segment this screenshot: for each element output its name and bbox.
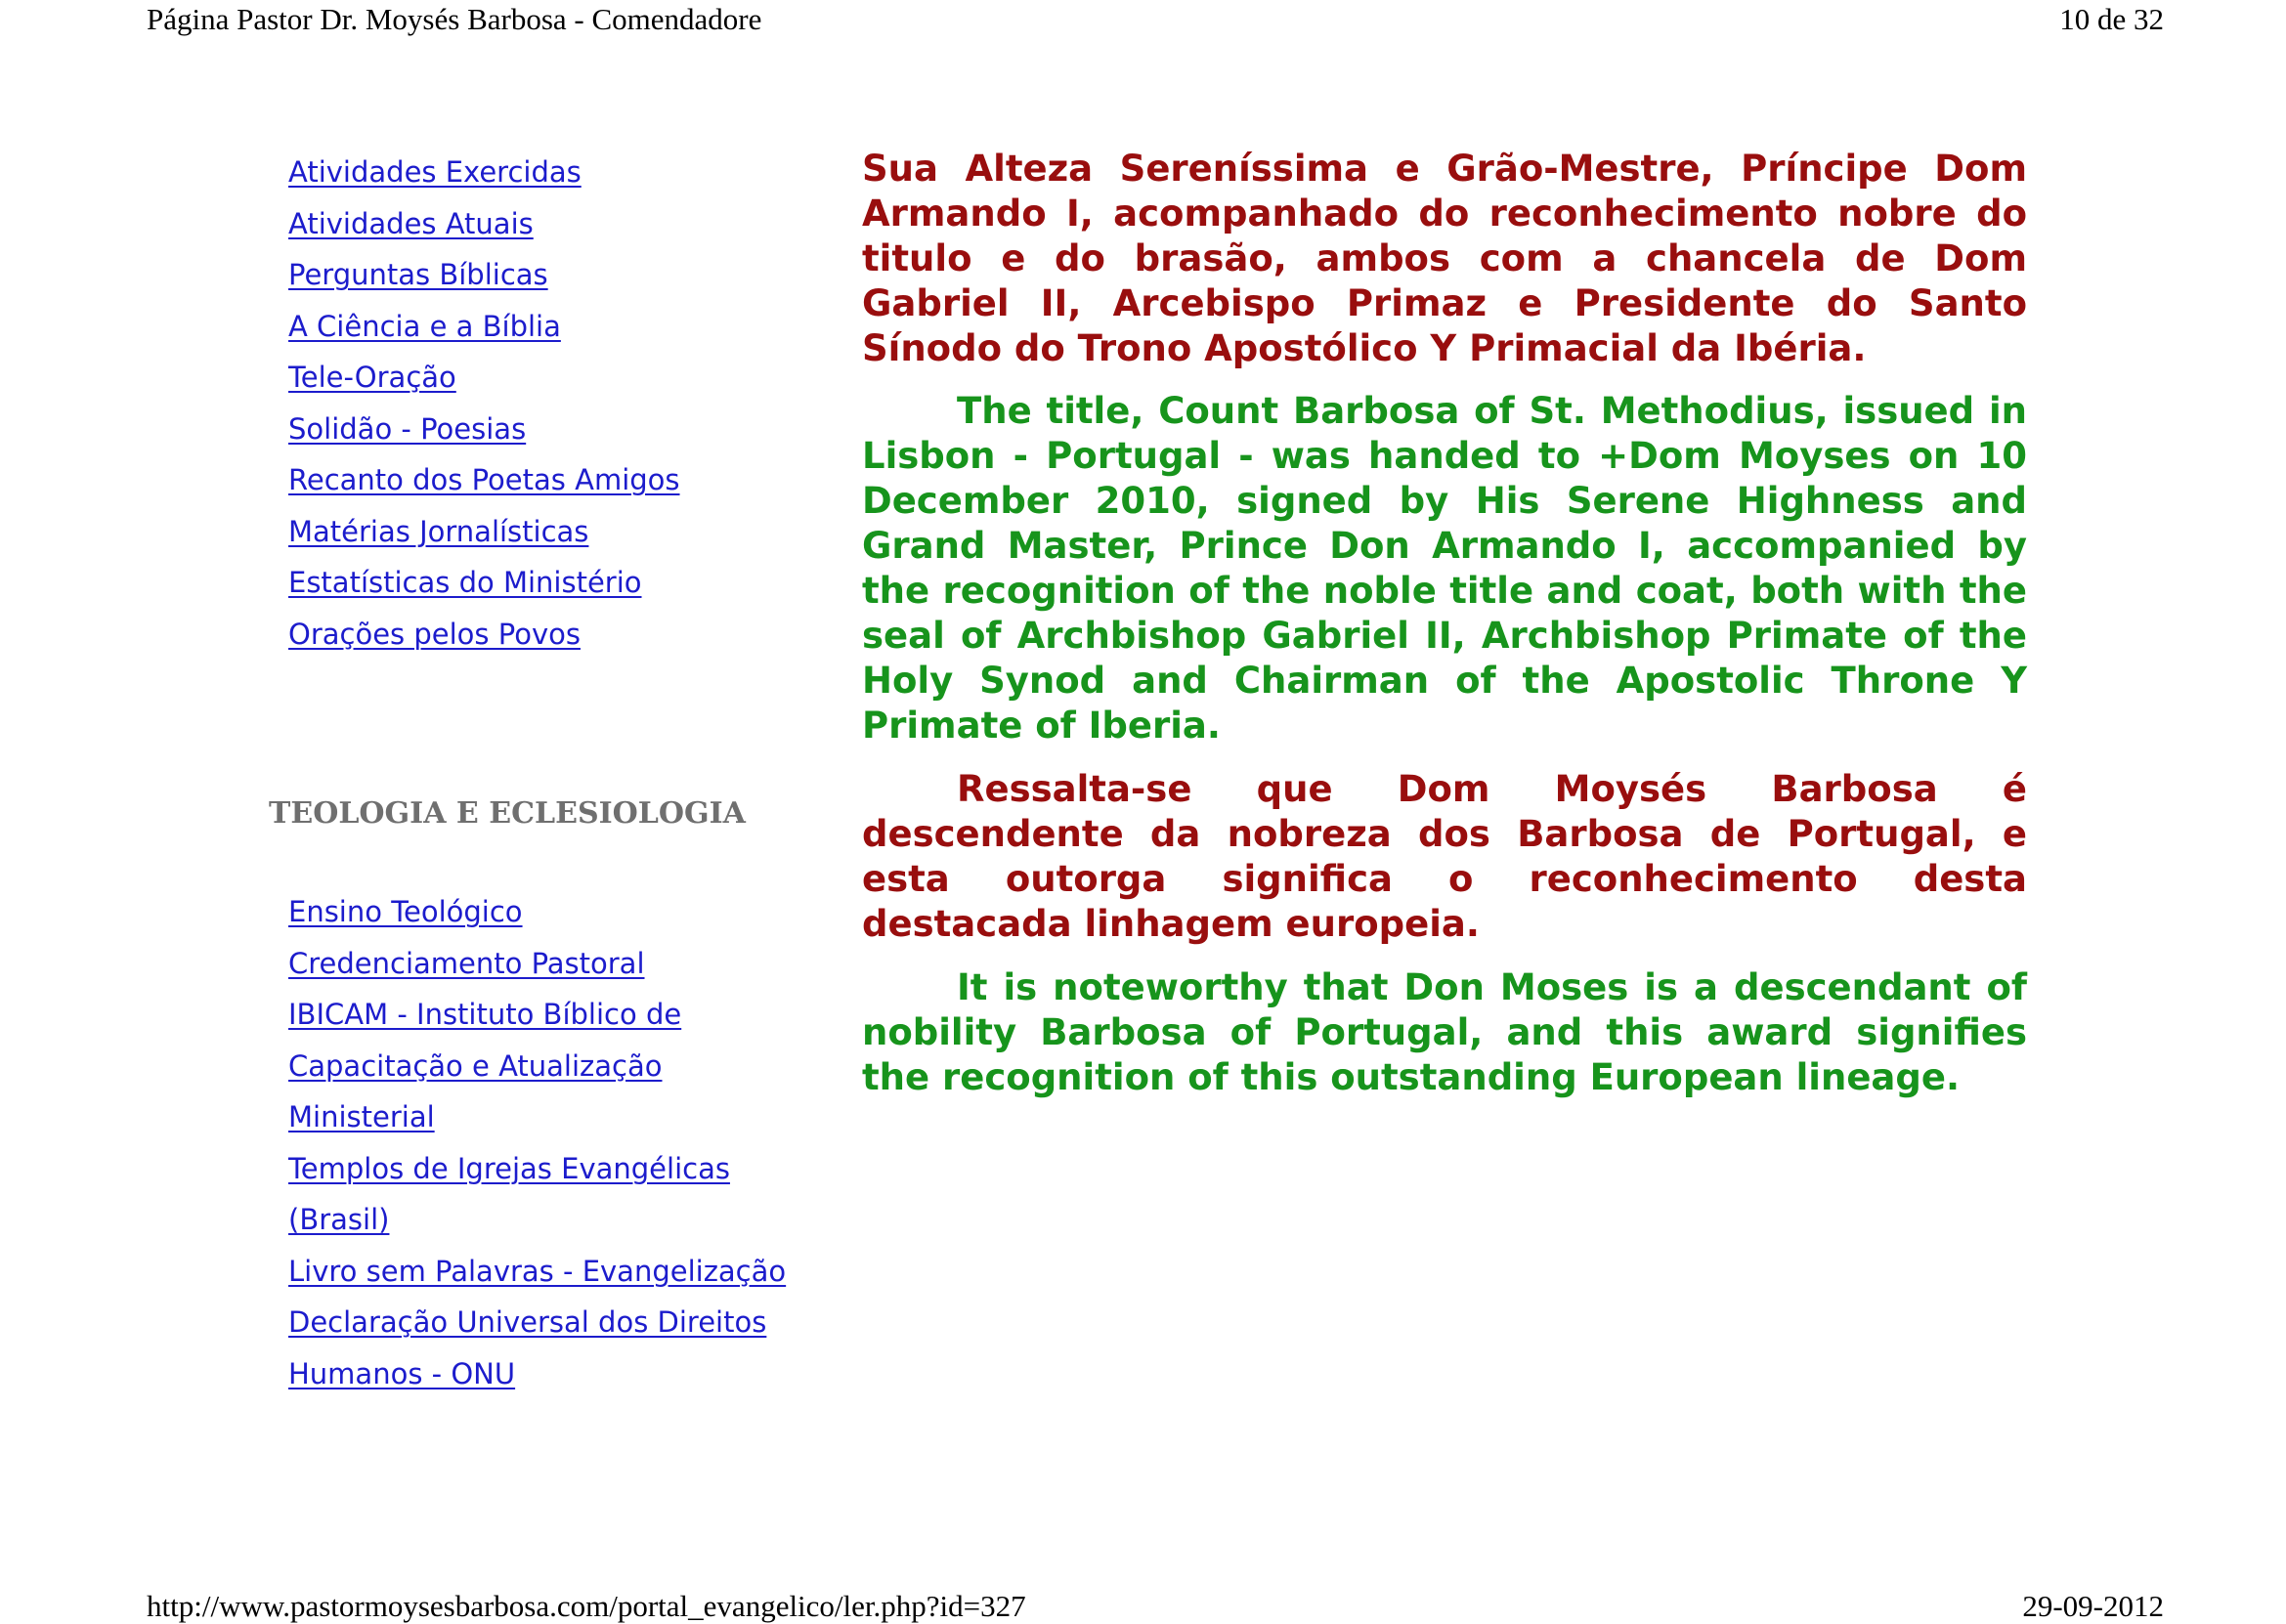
nav-link-templos-brasil[interactable]: (Brasil) — [288, 1203, 390, 1236]
nav-link-credenciamento-pastoral[interactable]: Credenciamento Pastoral — [288, 946, 645, 980]
sidebar-nav — [269, 147, 816, 1390]
nav-link-templos-igrejas[interactable]: Templos de Igrejas Evangélicas — [288, 1151, 730, 1185]
nav-link-ibicam-ministerial[interactable]: Ministerial — [288, 1100, 435, 1133]
paragraph-en-lineage: It is noteworthy that Don Moses is a descendant of nobility Barbosa of Portugal, and this award signifies the recognition of this outstanding European lineage. — [862, 966, 2027, 1098]
list-item — [288, 886, 836, 938]
list-item — [288, 938, 836, 990]
nav-link-ciencia-e-biblia[interactable]: A Ciência e a Bíblia — [288, 309, 561, 343]
nav-link-recanto-poetas[interactable]: Recanto dos Poetas Amigos — [288, 463, 680, 496]
nav-link-estatisticas-ministerio[interactable]: Estatísticas do Ministério — [288, 566, 642, 599]
list-item — [288, 1194, 836, 1246]
print-header-page-number: 10 de 32 — [2059, 2, 2164, 36]
list-item — [288, 557, 816, 609]
list-item — [288, 1041, 836, 1092]
list-item — [288, 1091, 836, 1143]
nav-link-oracoes-povos[interactable]: Orações pelos Povos — [288, 617, 581, 651]
list-item — [288, 1297, 836, 1348]
nav-link-perguntas-biblicas[interactable]: Perguntas Bíblicas — [288, 258, 548, 291]
nav-link-tele-oracao[interactable]: Tele-Oração — [288, 361, 456, 394]
nav-list-group-2 — [269, 886, 836, 1399]
paragraph-pt-lineage: Ressalta-se que Dom Moysés Barbosa é descendente da nobreza dos Barbosa de Portugal, e esta outorga significa o reconhecimento desta destacada linhagem europeia. — [862, 768, 2027, 945]
nav-list-group-1 — [269, 147, 816, 660]
list-item — [288, 147, 816, 198]
nav-link-declaracao-direitos[interactable]: Declaração Universal dos Direitos — [288, 1305, 767, 1339]
list-item — [288, 454, 816, 506]
paragraph-pt-title-recognition: Sua Alteza Sereníssima e Grão-Mestre, Príncipe Dom Armando I, acompanhado do reconhecimento nobre do titulo e do brasão, ambos com a chancela de Dom Gabriel II, Arcebispo Primaz e Presidente do Santo Sínodo do Trono Apostólico Y Primacial da Ibéria. — [862, 148, 2027, 369]
list-item — [288, 609, 816, 661]
print-footer-date: 29-09-2012 — [2022, 1589, 2164, 1623]
article-body — [862, 147, 2027, 1100]
nav-link-ibicam[interactable]: IBICAM - Instituto Bíblico de — [288, 998, 682, 1031]
list-item — [288, 404, 816, 455]
list-item — [288, 352, 816, 404]
nav-link-livro-sem-palavras[interactable]: Livro sem Palavras - Evangelização — [288, 1254, 787, 1288]
print-footer-url: http://www.pastormoysesbarbosa.com/portal_evangelico/ler.php?id=327 — [147, 1589, 1026, 1623]
list-item — [288, 506, 816, 558]
paragraph-en-title-issued: The title, Count Barbosa of St. Methodius, issued in Lisbon - Portugal - was handed to +Dom Moyses on 10 December 2010, signed by His Serene Highness and Grand Master, Prince Don Armando I, accompanied by the recognition of the noble title and coat, both with the seal of Archbishop Gabriel II, Archbishop Primate of the Holy Synod and Chairman of the Apostolic Throne Y Primate of Iberia. — [862, 390, 2027, 747]
nav-link-ensino-teologico[interactable]: Ensino Teológico — [288, 895, 523, 928]
print-header-title: Página Pastor Dr. Moysés Barbosa - Comendadore — [147, 2, 762, 36]
section-heading-teologia: TEOLOGIA E ECLESIOLOGIA — [269, 796, 746, 831]
nav-link-humanos-onu[interactable]: Humanos - ONU — [288, 1356, 516, 1390]
list-item — [288, 1348, 836, 1400]
nav-link-materias-jornalisticas[interactable]: Matérias Jornalísticas — [288, 514, 589, 548]
list-item — [288, 1143, 836, 1195]
nav-link-solidao-poesias[interactable]: Solidão - Poesias — [288, 411, 527, 446]
list-item — [288, 249, 816, 301]
list-item — [288, 198, 816, 250]
nav-link-atividades-atuais[interactable]: Atividades Atuais — [288, 206, 534, 240]
list-item — [288, 989, 836, 1041]
list-item — [288, 1246, 836, 1298]
nav-link-ibicam-capacitacao[interactable]: Capacitação e Atualização — [288, 1048, 663, 1083]
nav-link-atividades-exercidas[interactable]: Atividades Exercidas — [288, 155, 582, 189]
list-item — [288, 301, 816, 353]
